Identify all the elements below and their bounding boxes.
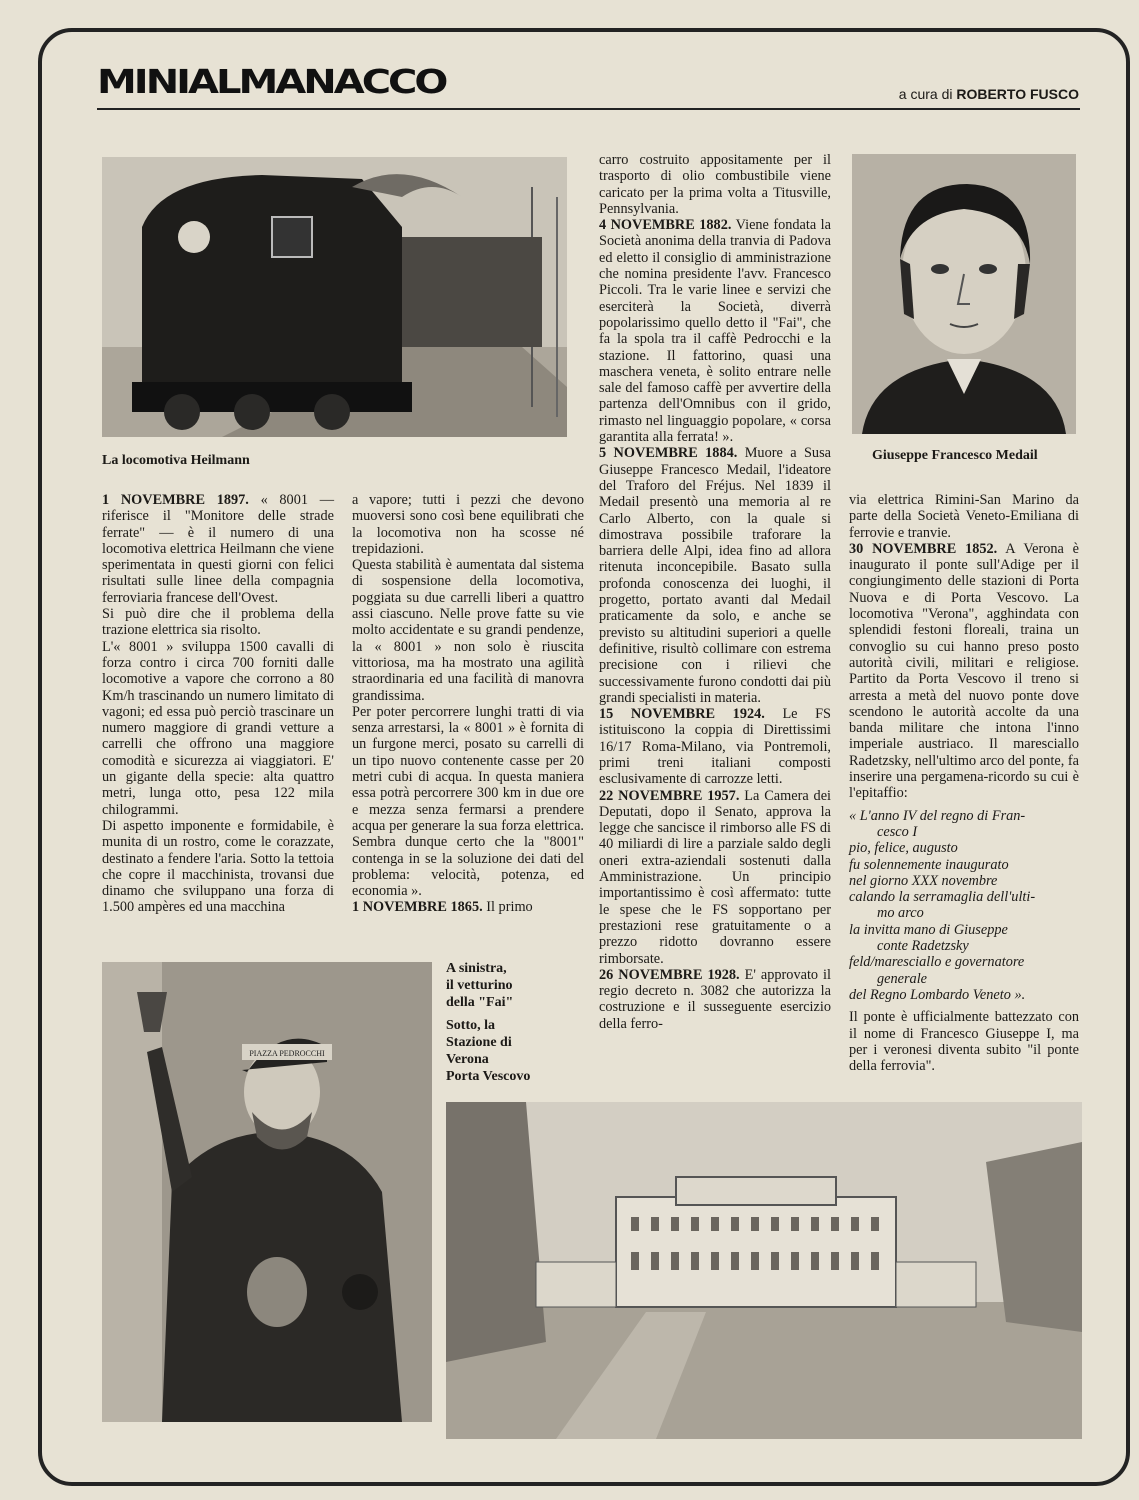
paragraph — [599, 967, 831, 1032]
station-caption-line: Stazione di — [446, 1035, 512, 1050]
paragraph — [599, 217, 831, 445]
paragraph — [599, 445, 831, 706]
epitaph-line: generale — [877, 970, 928, 987]
epitaph — [849, 808, 1079, 1004]
paragraph: Di aspetto imponente e formidabile, è munita di un rostro, come le corazzate, destinato a fendere l'aria. Sotto la tettoia che copre il macchinista, trovansi due dinamo che sviluppano una forza di 1.500 ampères ed una macchina — [102, 817, 334, 916]
entry-date: 1 NOVEMBRE 1897. — [102, 492, 249, 508]
cap-band-text: PIAZZA PEDROCCHI — [249, 1049, 325, 1058]
author-credit — [899, 86, 1079, 102]
epitaph-line: fu solennemente inaugurato — [849, 856, 1009, 873]
fai-caption — [446, 960, 513, 1011]
epitaph-line: calando la serramaglia dell'ulti- — [849, 889, 1036, 906]
text-column-3 — [599, 152, 831, 1032]
fai-driver-photo — [102, 962, 432, 1422]
station-caption-line: Sotto, la — [446, 1018, 495, 1033]
paragraph — [352, 899, 584, 915]
station-photo — [446, 1102, 1082, 1439]
page-title: MINIALMANACCO — [97, 63, 446, 102]
epitaph-line: la invitta mano di Giuseppe — [849, 921, 1008, 938]
text-column-4 — [849, 492, 1079, 1074]
paragraph: Questa stabilità è aumentata dal sistema di sospensione della locomotiva, poggiata su due carrelli liberi a quattro assi ciascuno. Nelle prove fatte su vie molto accidentate e su grandi pendenze, la « 8001 » non solo è riuscita vittoriosa, ma ha mostrato una agilità straordinaria ed una facilità di manovra grandissima. — [352, 557, 584, 704]
fai-caption-line: A sinistra, — [446, 961, 507, 976]
epitaph-line: mo arco — [877, 905, 924, 922]
paragraph: Il ponte è ufficialmente battezzato con il nome di Francesco Giuseppe I, ma per i veronesi diventa subito "il ponte della ferrovia". — [849, 1009, 1079, 1075]
paragraph: L'« 8001 » sviluppa 1500 cavalli di forza contro i circa 700 forniti dalle locomotive a vapore che corrono a 80 Km/h trascinando un numero limitato di vagoni; ed essa può perciò trascinare un numero maggiore di grandi vetture a carrelli che offrono una maggiore comodità e sicurezza ai viaggiatori. E' un gigante della specie: alta quattro metri, lunga otto, pesa 122 mila chilogrammi. — [102, 638, 334, 818]
paragraph: Per poter percorrere lunghi tratti di via senza arrestarsi, la « 8001 » è fornita di un furgone merci, posato su carrelli di un tipo nuovo contenente casse per 20 metri cubi di acqua. In questa maniera essa potrà percorrere 300 km in due ore e mezza senza fermarsi a prendere acqua per generare la sua forza elettrica. Sembra dunque certo che la "8001" contenga in se la soluzione dei dati del problema: velocità, potenza, ed economia ». — [352, 703, 584, 900]
epitaph-line: pio, felice, augusto — [849, 840, 958, 857]
paragraph: a vapore; tutti i pezzi che devono muoversi sono così bene equilibrati che la locomotiva non ha scosse né trepidazioni. — [352, 492, 584, 557]
fai-caption-line: della "Fai" — [446, 995, 514, 1010]
entry-text: A Verona è inaugurato il ponte sull'Adige per il congiungimento delle stazioni di Porta Nuova e di Porta Vescovo. La locomotiva "Verona", agghindata con splendidi festoni floreali, traina un convoglio su cui hanno preso posto autorità civili, militari e religiose. Partito da Porta Vescovo il treno si arresta a metà del nuovo ponte dove scendono le autorità accolte da una banda militare che intona l'inno imperiale austriaco. Il maresciallo Radetzsky, nell'ultimo arco del ponte, fa inserire una pergamena-ricordo su cui è l'epitaffio: — [849, 540, 1079, 802]
entry-text: Il primo — [486, 899, 533, 916]
credit-prefix: a cura di — [898, 86, 953, 102]
paragraph: carro costruito appositamente per il trasporto di olio combustibile viene caricato per la prima volta a Titusville, Pennsylvania. — [599, 152, 831, 217]
epitaph-line: « L'anno IV del regno di Fran- — [849, 807, 1026, 824]
epitaph-line: cesco I — [877, 823, 918, 840]
entry-text: La Camera dei Deputati, dopo il Senato, approva la legge che sancisce il rimborso alle FS di 40 miliardi di lire a parziale saldo degli oneri extra-aziendali sostenuti dalla Amministrazione. Un principio importantissimo è così affermato: tutte le spese che le FS sopportano per prestazioni rese gratuitamente o a prezzo ridotto dovranno essere rimborsate. — [599, 787, 832, 967]
station-caption-line: Porta Vescovo — [446, 1069, 531, 1084]
entry-text: « 8001 — riferisce il "Monitore delle strade ferrate" — è il numero di una locomotiva elettrica Heilmann che viene sperimentata in questi giorni con felici risultati sulle linee della compagnia ferroviaria francese dell'Ovest. — [102, 492, 334, 606]
text-column-1 — [102, 492, 334, 916]
station-caption-line: Verona — [446, 1052, 489, 1067]
entry-text: E' approvato il regio decreto n. 3082 che autorizza la costruzione e il susseguente esercizio della ferro- — [599, 966, 831, 1032]
paragraph: Si può dire che il problema della trazione elettrica sia risolto. — [102, 606, 334, 639]
epitaph-line: del Regno Lombardo Veneto ». — [849, 986, 1026, 1003]
station-caption — [446, 1017, 530, 1085]
paragraph — [102, 492, 334, 606]
paragraph — [599, 706, 831, 787]
locomotive-photo — [102, 157, 567, 437]
entry-date: 5 NOVEMBRE 1884. — [599, 445, 738, 462]
header-rule — [97, 108, 1080, 110]
entry-text: Muore a Susa Giuseppe Francesco Medail, l'ideatore del Traforo del Fréjus. Nel 1839 il Medail presentò una memoria al re Carlo Alberto, con la quale si dimostrava possibile traforare la barriera delle Alpi, idea fino ad allora ritenuta inconcepibile. Basato sulla profonda conoscenza dei luoghi, il progetto, portato avanti dal Medail praticamente da solo, e anche se previsto su altitudini superiori a quelle definitive, risultò collimare con estrema precisione con i rilievi che successivamente furono condotti dai più grandi specialisti in materia. — [599, 445, 831, 706]
entry-date: 26 NOVEMBRE 1928. — [599, 966, 740, 983]
paragraph: via elettrica Rimini-San Marino da parte della Società Veneto-Emiliana di ferrovie e tranvie. — [849, 492, 1079, 541]
entry-date: 30 NOVEMBRE 1852. — [849, 540, 998, 557]
paragraph — [599, 788, 831, 967]
entry-text: Le FS istituiscono la coppia di Direttissimi 16/17 Roma-Milano, via Pontremoli, primi treni italiani composti esclusivamente di carrozze letti. — [599, 706, 832, 788]
entry-date: 22 NOVEMBRE 1957. — [599, 787, 740, 804]
epitaph-line: nel giorno XXX novembre — [849, 872, 998, 889]
entry-date: 1 NOVEMBRE 1865. — [352, 899, 483, 916]
credit-name: ROBERTO FUSCO — [956, 86, 1079, 102]
epitaph-line: feld/maresciallo e governatore — [849, 954, 1025, 971]
portrait-photo — [852, 154, 1076, 434]
entry-date: 15 NOVEMBRE 1924. — [599, 706, 765, 723]
fai-caption-line: il vetturino — [446, 978, 513, 993]
entry-date: 4 NOVEMBRE 1882. — [599, 217, 732, 234]
entry-text: Viene fondata la Società anonima della tranvia di Padova ed eletto il consiglio di amministrazione che nomina presidente l'avv. Francesco Piccoli. Tra le varie linee e servizi che eserciterà la Società, diverrà popolarissimo quello detto il "Fai", che fa la spola tra il caffè Pedrocchi e la stazione. Il fattorino, quasi una maschera veneta, è solito entrare nelle sale del famoso caffè per avvertire della partenza dell'Omnibus con il grido, rimasto nel linguaggio popolare, « corsa garantita alla ferrata! ». — [599, 217, 831, 446]
locomotive-caption: La locomotiva Heilmann — [102, 453, 250, 468]
epitaph-line: conte Radetzsky — [877, 938, 969, 955]
paragraph — [849, 541, 1079, 802]
portrait-caption: Giuseppe Francesco Medail — [872, 448, 1038, 463]
text-column-2 — [352, 492, 584, 916]
